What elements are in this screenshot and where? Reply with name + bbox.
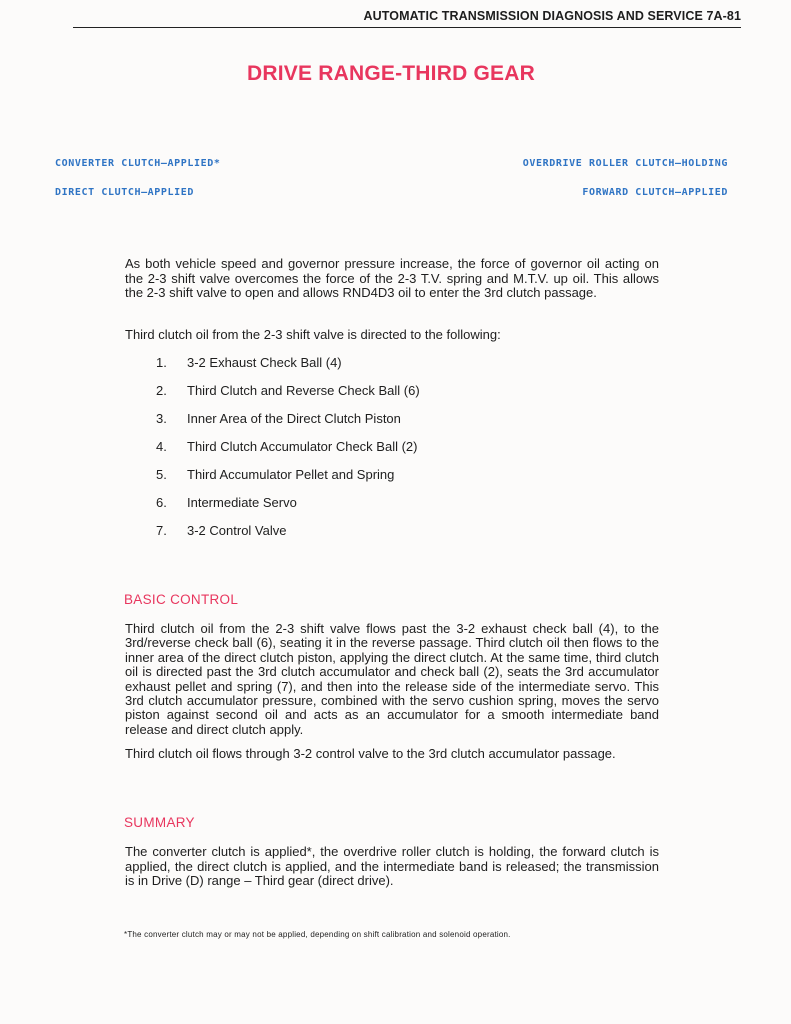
directed-to-list [156, 355, 420, 551]
list-item-text: Inner Area of the Direct Clutch Piston [187, 411, 401, 426]
basic-control-heading: BASIC CONTROL [124, 592, 239, 607]
intro-paragraph: As both vehicle speed and governor pressure increase, the force of governor oil acting on the 2-3 shift valve overcomes the force of the 2-3 T.V. spring and M.T.V. up oil. This allows the 2-3 shift valve to open and allows RND4D3 oil to enter the 3rd clutch passage. [125, 256, 659, 301]
summary-heading: SUMMARY [124, 815, 195, 830]
list-item [156, 523, 420, 551]
list-item [156, 411, 420, 439]
list-item-text: 3-2 Control Valve [187, 523, 287, 538]
page-title: DRIVE RANGE-THIRD GEAR [247, 62, 535, 85]
list-item [156, 439, 420, 467]
list-item-text: Third Accumulator Pellet and Spring [187, 467, 395, 482]
list-item [156, 467, 420, 495]
basic-control-paragraph: Third clutch oil from the 2-3 shift valve flows past the 3-2 exhaust check ball (4), to the 3rd/reverse check ball (6), seating it in the reverse passage. Third clutch oil then flows to the inner area of the direct clutch piston, applying the direct clutch. At the same time, third clutch oil is directed past the 3rd clutch accumulator and check ball (2), seats the 3rd accumulator exhaust pellet and spring (7), and then into the release side of the intermediate servo. This 3rd clutch accumulator pressure, combined with the servo cushion spring, moves the servo piston against second oil and acts as an accumulator for a smooth intermediate band release and direct clutch apply. [125, 621, 659, 737]
list-item-number: 6. [156, 495, 167, 510]
list-item-number: 3. [156, 411, 167, 426]
list-item-number: 1. [156, 355, 167, 370]
footnote: *The converter clutch may or may not be applied, depending on shift calibration and solenoid operation. [124, 930, 511, 939]
list-item-number: 4. [156, 439, 167, 454]
list-item [156, 495, 420, 523]
list-item-text: Third Clutch Accumulator Check Ball (2) [187, 439, 418, 454]
summary-paragraph: The converter clutch is applied*, the overdrive roller clutch is holding, the forward clutch is applied, the direct clutch is applied, and the intermediate band is released; the transmission is in Drive (D) range – Third gear (direct drive). [125, 844, 659, 889]
list-intro-paragraph: Third clutch oil from the 2-3 shift valve is directed to the following: [125, 327, 501, 342]
list-item-number: 2. [156, 383, 167, 398]
status-forward-clutch: FORWARD CLUTCH–APPLIED [582, 187, 728, 198]
status-converter-clutch: CONVERTER CLUTCH–APPLIED* [55, 158, 221, 169]
list-item [156, 383, 420, 411]
list-item-number: 7. [156, 523, 167, 538]
list-item-text: Intermediate Servo [187, 495, 297, 510]
list-item-text: 3-2 Exhaust Check Ball (4) [187, 355, 342, 370]
status-overdrive-roller-clutch: OVERDRIVE ROLLER CLUTCH–HOLDING [522, 158, 728, 169]
basic-control-paragraph-2: Third clutch oil flows through 3-2 control valve to the 3rd clutch accumulator passage. [125, 746, 616, 761]
list-item-text: Third Clutch and Reverse Check Ball (6) [187, 383, 420, 398]
status-direct-clutch: DIRECT CLUTCH–APPLIED [55, 187, 195, 198]
running-head: AUTOMATIC TRANSMISSION DIAGNOSIS AND SERVICE 7A-81 [363, 9, 741, 23]
header-rule [73, 27, 741, 28]
list-item [156, 355, 420, 383]
list-item-number: 5. [156, 467, 167, 482]
